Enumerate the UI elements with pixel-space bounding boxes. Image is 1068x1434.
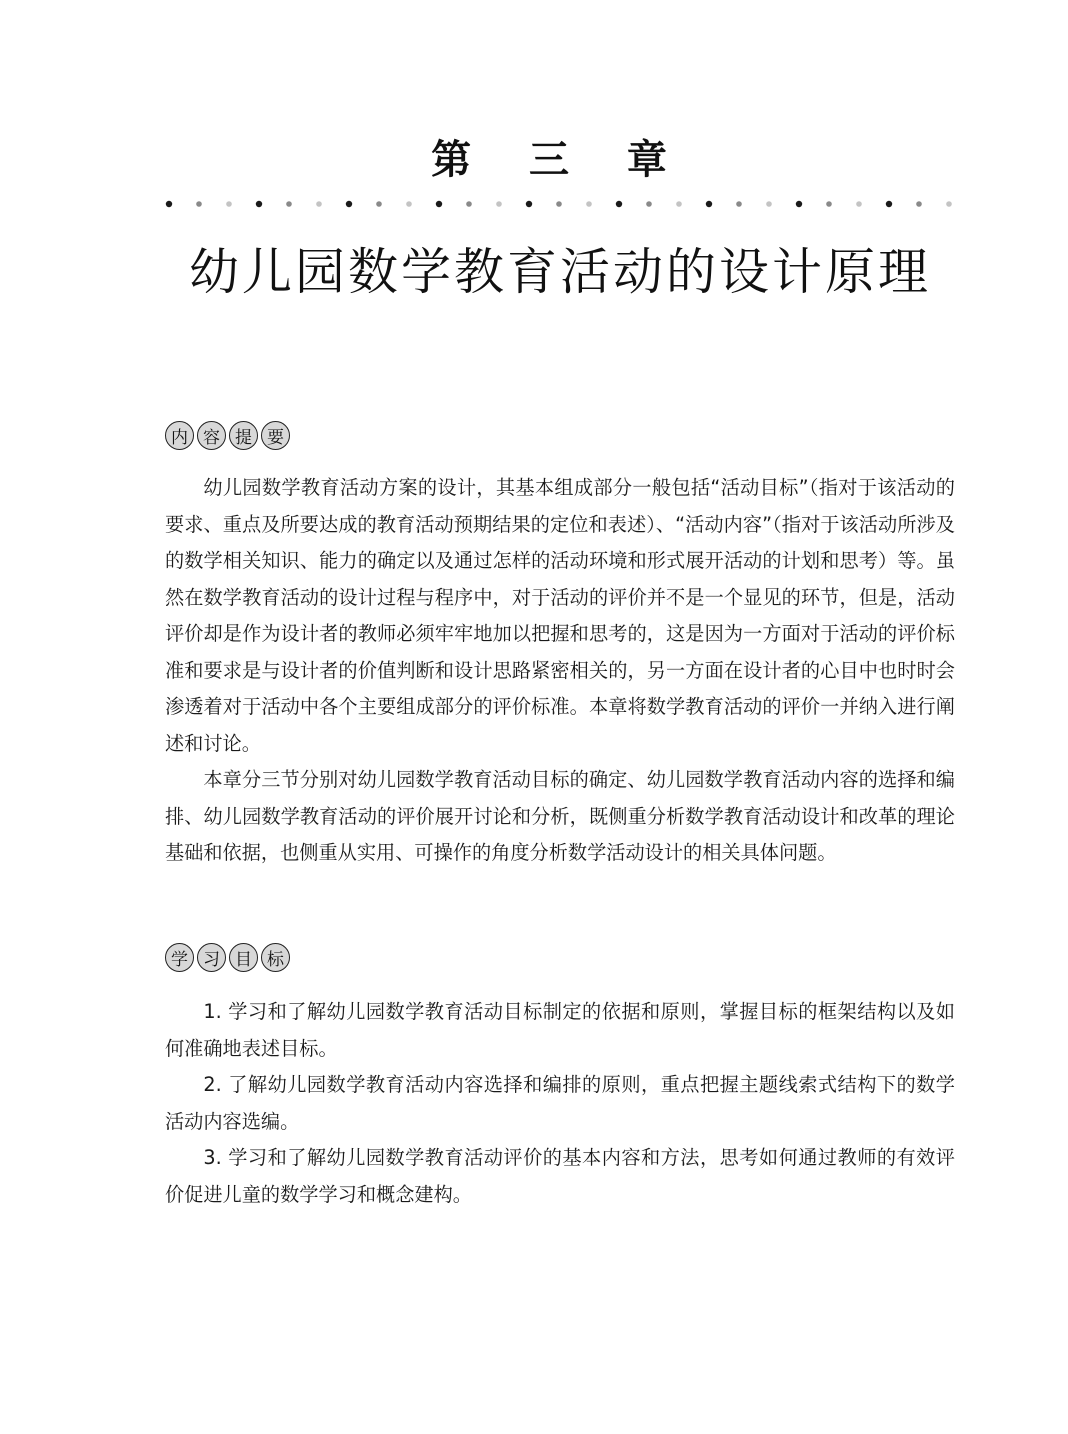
heading-char: 标	[261, 943, 290, 972]
divider-dot	[196, 201, 202, 207]
divider-dot	[436, 201, 442, 207]
divider-dot	[736, 201, 742, 207]
divider-dot	[646, 201, 652, 207]
heading-char: 容	[197, 421, 226, 450]
divider-dot	[946, 201, 952, 207]
divider-dot	[256, 201, 262, 207]
divider-dot	[856, 201, 862, 207]
objective-item: 1. 学习和了解幼儿园数学教育活动目标制定的依据和原则，掌握目标的框架结构以及如何准确地表述目标。	[165, 1000, 955, 1060]
objective-item: 3. 学习和了解幼儿园数学教育活动评价的基本内容和方法，思考如何通过教师的有效评价促进儿童的数学学习和概念建构。	[165, 1146, 955, 1206]
heading-char: 内	[165, 421, 194, 450]
divider-dot	[616, 201, 622, 207]
divider-dot	[916, 201, 922, 207]
divider-dot	[886, 201, 892, 207]
summary-heading	[165, 421, 290, 450]
divider-dot	[496, 201, 502, 207]
divider-dot	[706, 201, 712, 207]
divider-dot	[796, 201, 802, 207]
divider-dot	[766, 201, 772, 207]
heading-char: 目	[229, 943, 258, 972]
divider-dot	[526, 201, 532, 207]
divider-dot	[316, 201, 322, 207]
objectives-body	[165, 994, 955, 1213]
heading-char: 要	[261, 421, 290, 450]
divider-dot	[466, 201, 472, 207]
summary-paragraph: 幼儿园数学教育活动方案的设计，其基本组成部分一般包括“活动目标”（指对于该活动的要求、重点及所要达成的教育活动预期结果的定位和表述）、“活动内容”（指对于该活动所涉及的数学相关知识、能力的确定以及通过怎样的活动环境和形式展开活动的计划和思考）等。虽然在数学教育活动的设计过程与程序中，对于活动的评价并不是一个显见的环节，但是，活动评价却是作为设计者的教师必须牢牢地加以把握和思考的，这是因为一方面对于活动的评价标准和要求是与设计者的价值判断和设计思路紧密相关的，另一方面在设计者的心目中也时时会渗透着对于活动中各个主要组成部分的评价标准。本章将数学教育活动的评价一并纳入进行阐述和讨论。	[165, 476, 955, 755]
divider-dot	[586, 201, 592, 207]
objectives-heading	[165, 943, 290, 972]
chapter-title: 幼儿园数学教育活动的设计原理	[189, 243, 931, 301]
divider-dot	[166, 201, 172, 207]
heading-char: 提	[229, 421, 258, 450]
divider-dot	[556, 201, 562, 207]
summary-body	[165, 470, 955, 872]
chapter-number: 第 三 章	[431, 137, 689, 183]
divider-dot	[826, 201, 832, 207]
heading-char: 习	[197, 943, 226, 972]
summary-paragraph: 本章分三节分别对幼儿园数学教育活动目标的确定、幼儿园数学教育活动内容的选择和编排、幼儿园数学教育活动的评价展开讨论和分析，既侧重分析数学教育活动设计和改革的理论基础和依据，也侧重从实用、可操作的角度分析数学活动设计的相关具体问题。	[165, 768, 955, 864]
heading-char: 学	[165, 943, 194, 972]
divider-dot	[376, 201, 382, 207]
divider-dot	[346, 201, 352, 207]
objective-item: 2. 了解幼儿园数学教育活动内容选择和编排的原则，重点把握主题线索式结构下的数学活动内容选编。	[165, 1073, 955, 1133]
dot-divider	[163, 199, 963, 209]
divider-dot	[676, 201, 682, 207]
divider-dot	[406, 201, 412, 207]
divider-dot	[226, 201, 232, 207]
divider-dot	[286, 201, 292, 207]
